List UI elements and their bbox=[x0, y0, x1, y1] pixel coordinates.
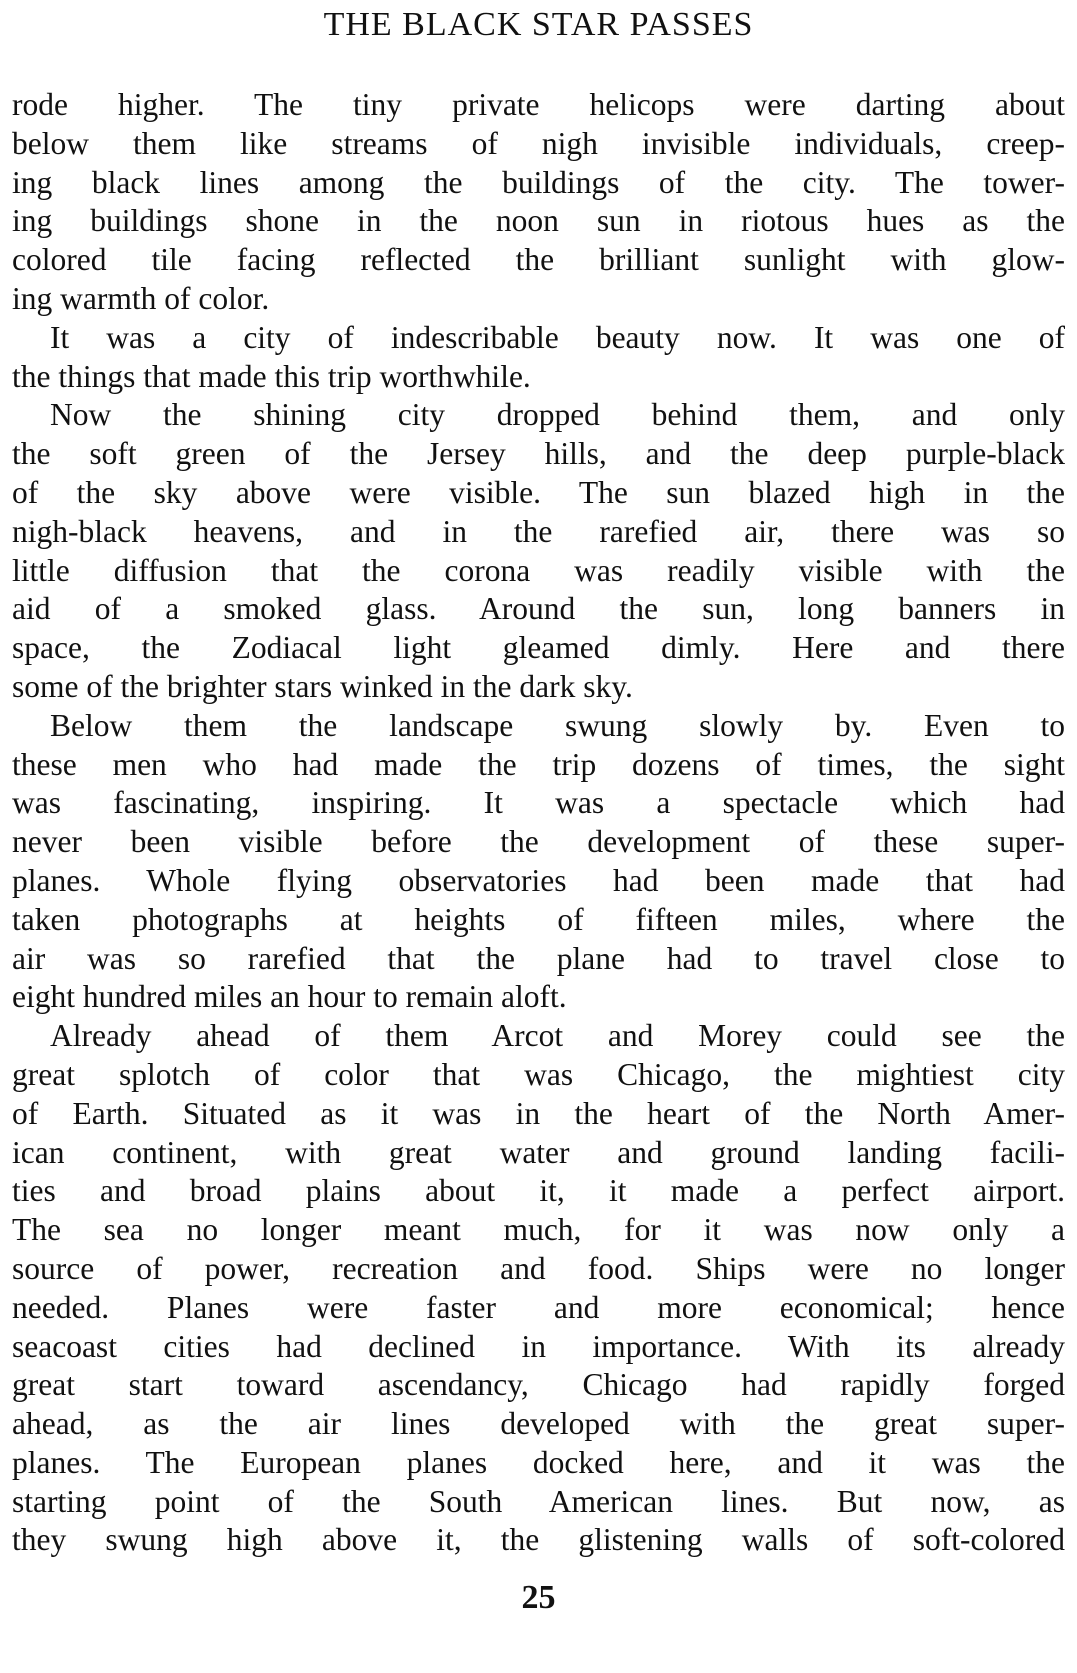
text-line: Below them the landscape swung slowly by. Even to bbox=[50, 707, 1065, 743]
text-line: eight hundred miles an hour to remain aloft. bbox=[12, 979, 567, 1015]
paragraph bbox=[12, 86, 1065, 319]
text-line: rode higher. The tiny private helicops were darting about bbox=[12, 87, 1065, 122]
text-line: taken photographs at heights of fifteen miles, where the bbox=[12, 901, 1065, 937]
text-line: space, the Zodiacal light gleamed dimly. Here and there bbox=[12, 630, 1065, 666]
text-line: never been visible before the development of these super- bbox=[12, 824, 1065, 860]
text-line: planes. Whole flying observatories had been made that had bbox=[12, 862, 1065, 898]
paragraph bbox=[12, 396, 1065, 706]
text-line: needed. Planes were faster and more economical; hence bbox=[12, 1289, 1065, 1325]
text-line: ican continent, with great water and ground landing facili- bbox=[12, 1134, 1065, 1170]
text-line: ahead, as the air lines developed with the great super- bbox=[12, 1406, 1065, 1442]
text-line: colored tile facing reflected the brilliant sunlight with glow- bbox=[12, 242, 1065, 278]
text-line: of the sky above were visible. The sun blazed high in the bbox=[12, 474, 1065, 510]
running-head: THE BLACK STAR PASSES bbox=[323, 6, 754, 43]
page-number: 25 bbox=[521, 1579, 556, 1616]
text-line: seacoast cities had declined in importance. With its already bbox=[12, 1328, 1065, 1364]
paragraph bbox=[12, 1017, 1065, 1560]
text-line: The sea no longer meant much, for it was now only a bbox=[12, 1212, 1065, 1248]
paragraph bbox=[12, 707, 1065, 1017]
text-line: little diffusion that the corona was readily visible with the bbox=[12, 552, 1065, 588]
text-line: of Earth. Situated as it was in the heart of the North Amer- bbox=[12, 1095, 1065, 1131]
text-line: great splotch of color that was Chicago, the mightiest city bbox=[12, 1056, 1065, 1092]
text-line: some of the brighter stars winked in the dark sky. bbox=[12, 668, 633, 704]
text-line: planes. The European planes docked here, and it was the bbox=[12, 1444, 1065, 1480]
text-line: was fascinating, inspiring. It was a spectacle which had bbox=[12, 785, 1065, 821]
text-line: ing warmth of color. bbox=[12, 280, 270, 316]
text-line: air was so rarefied that the plane had to travel close to bbox=[12, 940, 1065, 976]
text-line: aid of a smoked glass. Around the sun, long banners in bbox=[12, 591, 1065, 627]
text-line: Now the shining city dropped behind them, and only bbox=[50, 397, 1065, 433]
text-line: the things that made this trip worthwhile. bbox=[12, 358, 531, 394]
text-line: ing black lines among the buildings of the city. The tower- bbox=[12, 164, 1065, 200]
text-line: these men who had made the trip dozens of times, the sight bbox=[12, 746, 1065, 782]
text-line: ties and broad plains about it, it made a perfect airport. bbox=[12, 1173, 1065, 1209]
text-line: the soft green of the Jersey hills, and the deep purple-black bbox=[12, 436, 1065, 472]
text-line: below them like streams of nigh invisible individuals, creep- bbox=[12, 125, 1065, 161]
paragraph bbox=[12, 319, 1065, 397]
text-line: they swung high above it, the glistening walls of soft-colored bbox=[12, 1522, 1065, 1558]
text-line: ing buildings shone in the noon sun in riotous hues as the bbox=[12, 203, 1065, 239]
text-line: nigh-black heavens, and in the rarefied air, there was so bbox=[12, 513, 1065, 549]
text-line: It was a city of indescribable beauty now. It was one of bbox=[50, 319, 1065, 355]
text-line: Already ahead of them Arcot and Morey could see the bbox=[50, 1018, 1065, 1054]
text-line: starting point of the South American lines. But now, as bbox=[12, 1483, 1065, 1519]
text-line: great start toward ascendancy, Chicago had rapidly forged bbox=[12, 1367, 1065, 1403]
body-text bbox=[12, 86, 1065, 1560]
text-line: source of power, recreation and food. Ships were no longer bbox=[12, 1250, 1065, 1286]
